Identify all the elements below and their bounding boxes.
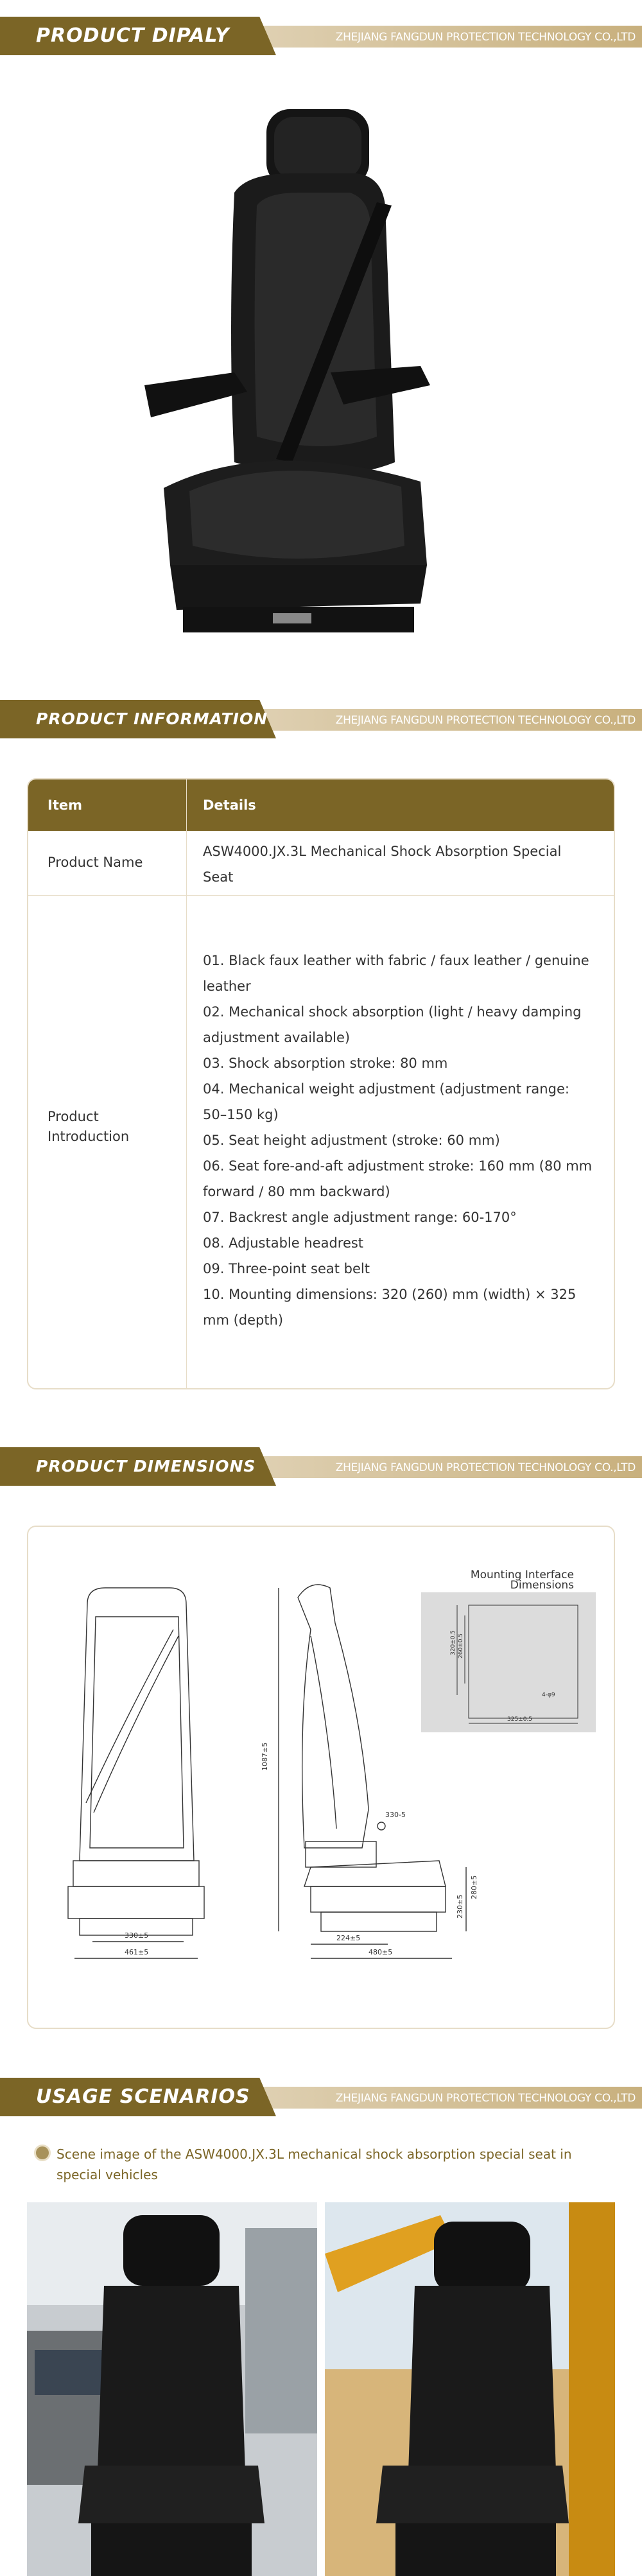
mounting-title: Mounting Interface [470, 1569, 574, 1581]
front-view-belt [86, 1630, 173, 1803]
column-divider [186, 779, 187, 1388]
dim-label: 260±0.5 [458, 1633, 464, 1658]
header-item: Item [48, 797, 82, 813]
dim-label: 1087±5 [261, 1742, 269, 1771]
seat-product-image [138, 103, 446, 655]
dim-label: 461±5 [125, 1948, 149, 1956]
list-item: 01. Black faux leather with fabric / faux leather / genuine leather [203, 953, 589, 994]
list-item: 04. Mechanical weight adjustment (adjustment range: 50–150 kg) [203, 1081, 569, 1122]
row-divider [28, 895, 614, 896]
header-details: Details [203, 797, 256, 813]
usage-caption-text: Scene image of the ASW4000.JX.3L mechanical shock absorption special seat in special vehicles [56, 2146, 572, 2182]
list-item: 05. Seat height adjustment (stroke: 60 mm) [203, 1133, 500, 1148]
section-banner-dimensions [0, 1441, 642, 1492]
product-name-label: Product Name [48, 855, 143, 870]
dim-label: 280±5 [470, 1875, 478, 1899]
scene-image-vehicle-cab [27, 2202, 317, 2576]
list-item: 06. Seat fore-and-aft adjustment stroke: 160 mm (80 mm forward / 80 mm backward) [203, 1158, 593, 1199]
section-title-dimensions: PRODUCT DIMENSIONS [36, 1457, 256, 1475]
company-name: ZHEJIANG FANGDUN PROTECTION TECHNOLOGY CO.,LTD [335, 714, 636, 727]
dim-label: 325±0.5 [507, 1716, 533, 1723]
dimension-drawing [28, 1527, 614, 2028]
scene-image-excavator-cab [325, 2202, 615, 2576]
company-name: ZHEJIANG FANGDUN PROTECTION TECHNOLOGY CO.,LTD [335, 2092, 636, 2105]
section-title-information: PRODUCT INFORMATION [36, 709, 268, 728]
front-view-inner [90, 1617, 184, 1848]
company-name: ZHEJIANG FANGDUN PROTECTION TECHNOLOGY CO.,LTD [335, 31, 636, 44]
product-name-value: ASW4000.JX.3L Mechanical Shock Absorption Special Seat [203, 844, 562, 885]
dim-label: 480±5 [369, 1948, 393, 1956]
list-item: 07. Backrest angle adjustment range: 60-170° [203, 1210, 517, 1225]
side-view-outline [298, 1585, 369, 1848]
table-header [28, 779, 614, 831]
intro-label: Product Introduction [48, 1109, 130, 1144]
section-title-usage: USAGE SCENARIOS [36, 2085, 250, 2108]
section-banner-information [0, 693, 642, 745]
dim-label: 230±5 [456, 1894, 464, 1919]
bullet-icon [36, 2146, 49, 2159]
dim-label: 330±5 [125, 1931, 149, 1940]
dimension-drawing-panel [27, 1526, 615, 2029]
intro-list [203, 948, 594, 1333]
list-item: 09. Three-point seat belt [203, 1261, 370, 1276]
section-banner-usage [0, 2071, 642, 2123]
list-item: 08. Adjustable headrest [203, 1235, 364, 1251]
section-title-display: PRODUCT DIPALY [36, 24, 230, 47]
front-view-outline [80, 1588, 194, 1861]
list-item: 02. Mechanical shock absorption (light / heavy damping adjustment available) [203, 1004, 582, 1045]
product-info-table [27, 778, 615, 1389]
dim-label: 320±0.5 [450, 1630, 456, 1655]
dim-label: 330-5 [385, 1811, 406, 1819]
company-name: ZHEJIANG FANGDUN PROTECTION TECHNOLOGY CO.,LTD [335, 1461, 636, 1474]
dim-label: 4-φ9 [542, 1692, 555, 1698]
mounting-plate [421, 1592, 596, 1732]
list-item: 03. Shock absorption stroke: 80 mm [203, 1056, 448, 1071]
mounting-title: Dimensions [510, 1579, 574, 1592]
section-banner-display [0, 10, 642, 62]
dim-label: 224±5 [336, 1934, 361, 1942]
list-item: 10. Mounting dimensions: 320 (260) mm (width) × 325 mm (depth) [203, 1287, 577, 1328]
